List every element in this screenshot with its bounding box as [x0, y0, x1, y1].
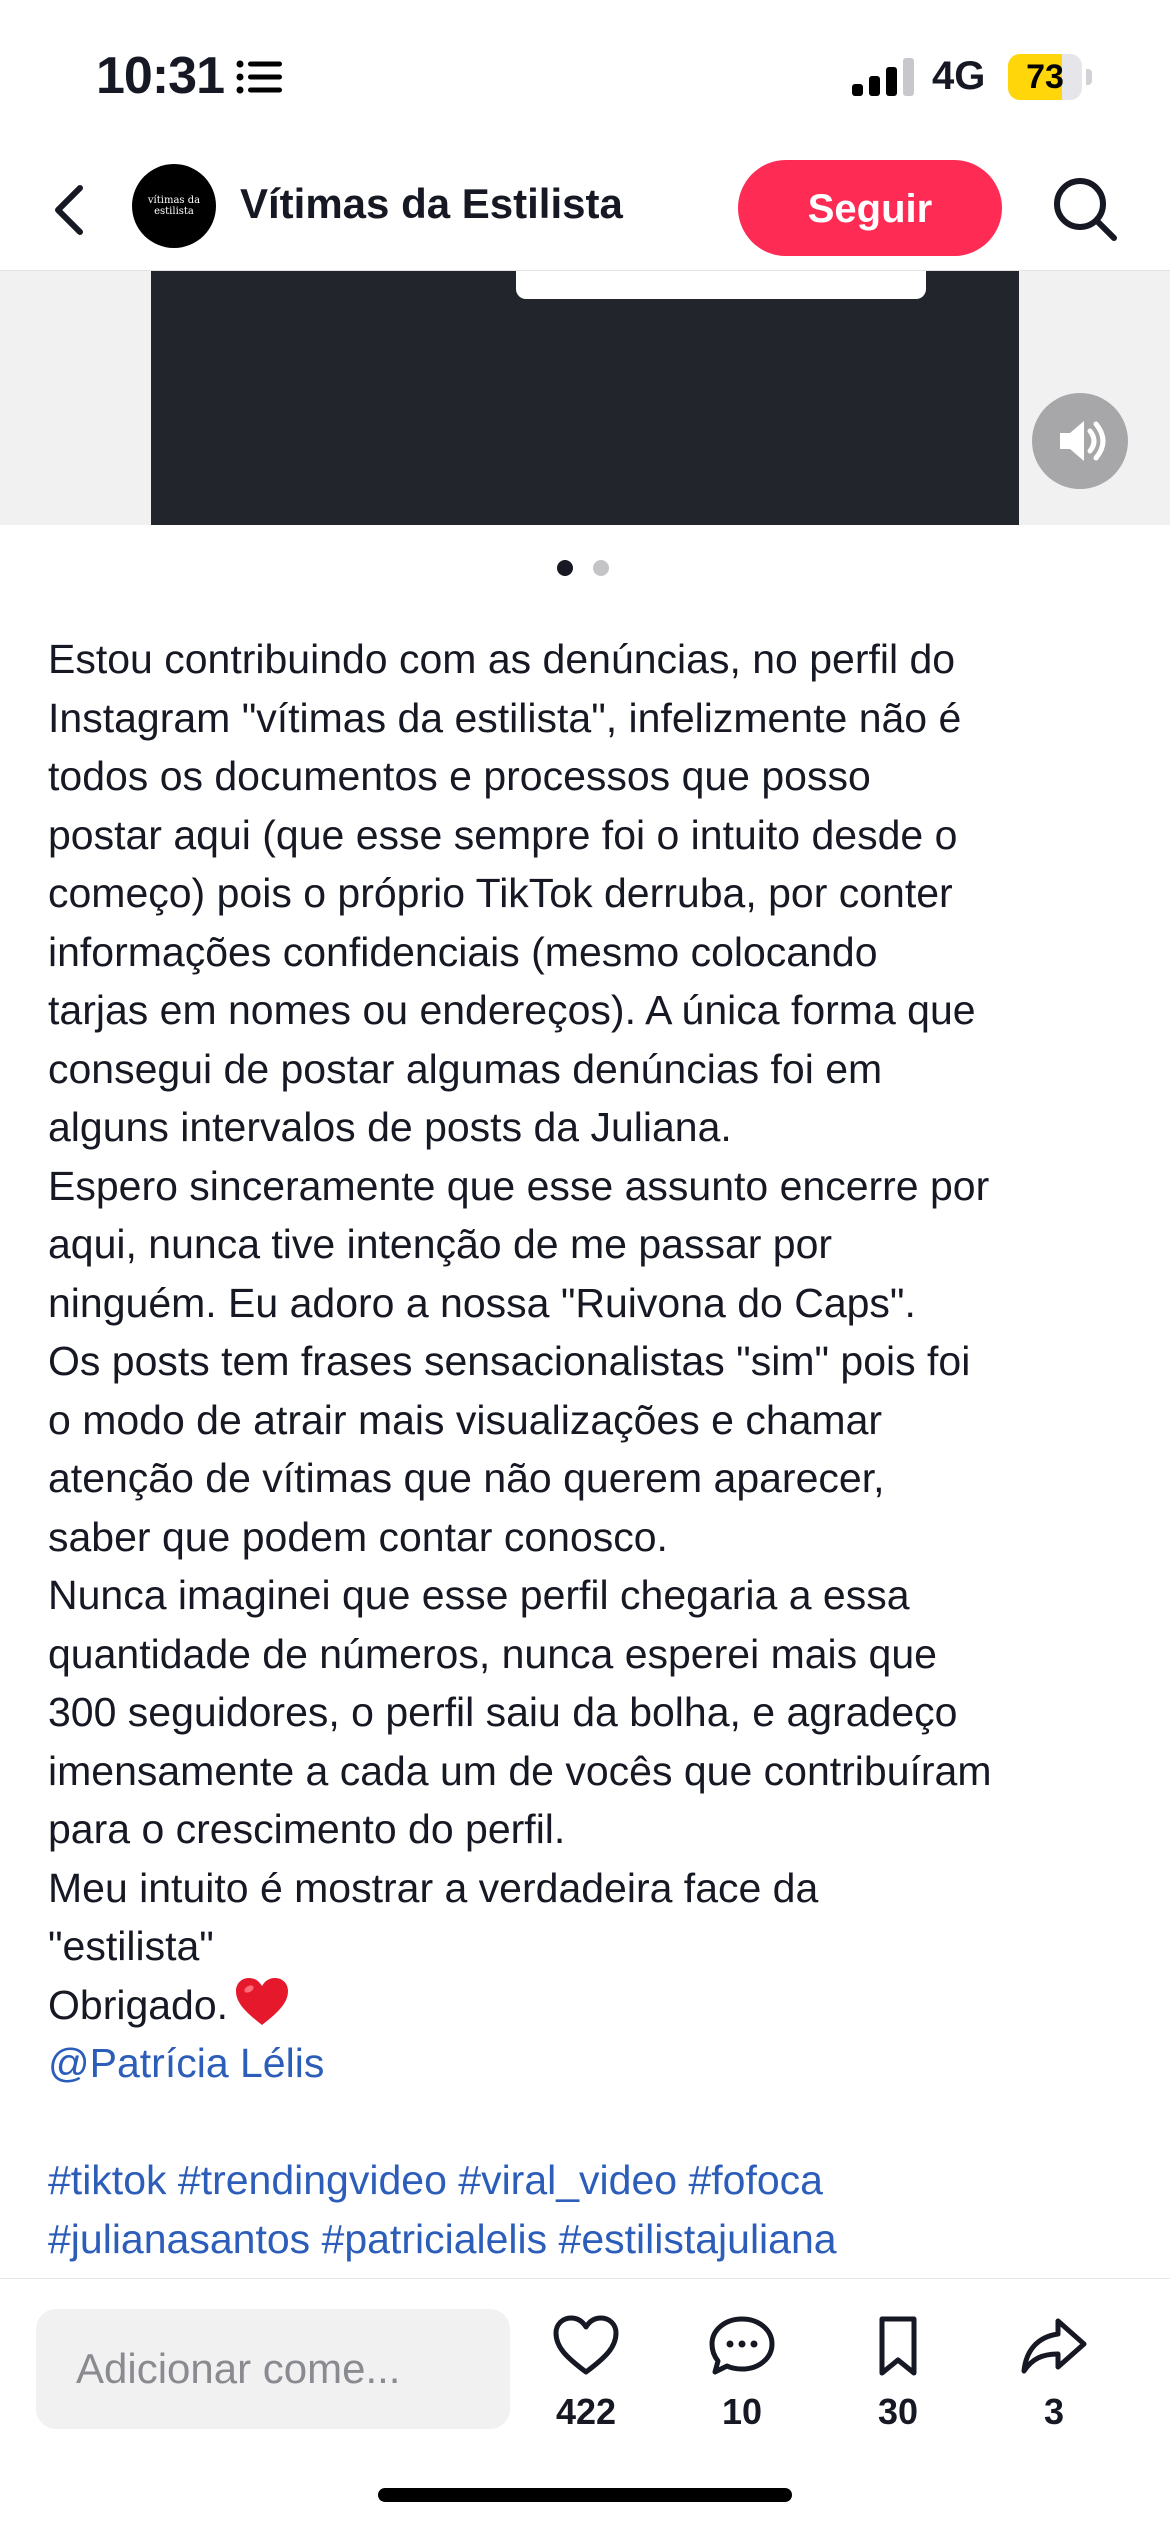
caption-line: Nunca imaginei que esse perfil chegaria a essa — [48, 1572, 910, 1618]
post-header — [0, 150, 1170, 271]
home-indicator[interactable] — [378, 2488, 792, 2502]
caption-line: tarjas em nomes ou endereços). A única forma que — [48, 987, 976, 1033]
caption-line: atenção de vítimas que não querem aparecer, — [48, 1455, 885, 1501]
speaker-icon — [1032, 393, 1128, 489]
comment-icon — [708, 2315, 776, 2377]
caption-gap — [48, 2093, 1138, 2152]
caption-closing: Obrigado. — [48, 1981, 229, 2028]
comment-button[interactable] — [682, 2315, 802, 2455]
account-name[interactable]: Vítimas da Estilista — [240, 180, 623, 227]
signal-icon — [852, 58, 916, 96]
caption-line: Meu intuito é mostrar a verdadeira face da — [48, 1864, 819, 1911]
mention-link[interactable]: @Patrícia Lélis — [48, 2040, 325, 2086]
caption-closing-line — [48, 1976, 1138, 2035]
caption-line: quantidade de números, nunca esperei mais que — [48, 1630, 937, 1677]
list-icon — [236, 60, 282, 94]
caption-line: aqui, nunca tive intenção de me passar por — [48, 1221, 833, 1267]
carousel-dot-active[interactable] — [557, 560, 573, 576]
share-button[interactable] — [994, 2315, 1114, 2455]
carousel-indicator — [0, 560, 1170, 580]
avatar-text: vítimas da estilista — [147, 195, 201, 217]
like-button[interactable] — [526, 2315, 646, 2455]
carousel-image[interactable] — [151, 271, 1019, 525]
caption-line: saber que podem contar conosco. — [48, 1513, 668, 1560]
caption-line: postar aqui (que esse sempre foi o intuito desde o — [48, 811, 958, 858]
carousel-dot[interactable] — [593, 560, 609, 576]
hashtag-line[interactable]: #tiktok #trendingvideo #viral_video #fofoca — [48, 2157, 823, 2203]
caption-line: 300 seguidores, o perfil saiu da bolha, e agradeço — [48, 1689, 958, 1735]
mute-button[interactable] — [1032, 393, 1128, 489]
caption-line: alguns intervalos de posts da Juliana. — [48, 1104, 732, 1150]
bookmark-icon — [864, 2315, 932, 2377]
caption-line: Instagram "vítimas da estilista", infelizmente não é — [48, 694, 962, 741]
like-count: 422 — [555, 2391, 617, 2432]
caption-line: informações confidenciais (mesmo colocando — [48, 928, 878, 975]
status-bar — [0, 0, 1170, 150]
heart-emoji — [234, 1977, 290, 2027]
caption-line: o modo de atrair mais visualizações e chamar — [48, 1396, 883, 1443]
caption-line: imensamente a cada um de vocês que contribuíram — [48, 1747, 992, 1794]
hashtag-line[interactable]: #julianasantos #patricialelis #estilistajuliana — [48, 2215, 837, 2262]
caption-line: "estilista" — [48, 1923, 214, 1969]
post-media[interactable] — [0, 271, 1170, 525]
comment-count: 10 — [721, 2391, 763, 2432]
heart-icon — [552, 2315, 620, 2377]
comment-input[interactable] — [36, 2309, 510, 2429]
caption-line: todos os documentos e processos que posso — [48, 753, 871, 799]
network-type: 4G — [932, 54, 986, 98]
status-time: 10:31 — [96, 47, 224, 105]
save-count: 30 — [877, 2391, 919, 2432]
search-icon[interactable] — [1050, 174, 1120, 244]
share-icon — [1020, 2315, 1088, 2377]
follow-button[interactable]: Seguir — [738, 160, 1002, 256]
caption-line: consegui de postar algumas denúncias foi em — [48, 1045, 883, 1092]
caption-line: Os posts tem frases sensacionalistas "sim" pois foi — [48, 1338, 971, 1384]
caption-line: Estou contribuindo com as denúncias, no perfil do — [48, 636, 956, 682]
post-caption — [48, 630, 1138, 2278]
back-icon[interactable] — [40, 178, 104, 242]
caption-area — [0, 630, 1170, 2278]
battery-percent: 73 — [1026, 58, 1064, 96]
avatar[interactable] — [132, 164, 216, 248]
share-count: 3 — [1043, 2391, 1065, 2432]
battery-indicator — [1008, 54, 1092, 100]
image-card — [516, 271, 926, 299]
caption-line: começo) pois o próprio TikTok derruba, por conter — [48, 870, 953, 916]
caption-line: para o crescimento do perfil. — [48, 1806, 566, 1852]
save-button[interactable] — [838, 2315, 958, 2455]
caption-line: Espero sinceramente que esse assunto encerre por — [48, 1162, 990, 1209]
caption-line: ninguém. Eu adoro a nossa "Ruivona do Caps". — [48, 1279, 916, 1326]
hashtag-line-partial[interactable] — [48, 2268, 1138, 2278]
